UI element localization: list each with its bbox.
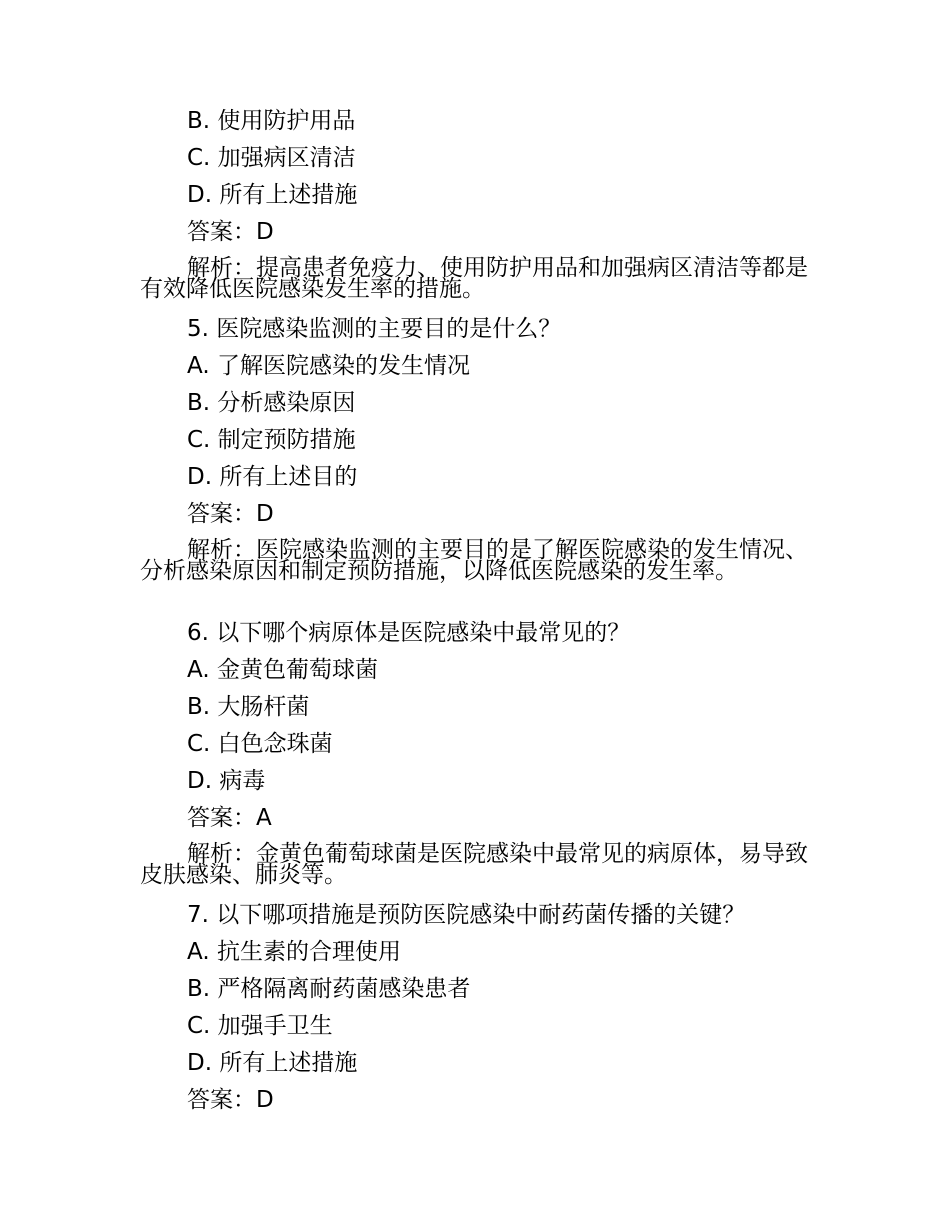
option-d: D. 所有上述措施 (187, 182, 358, 208)
explanation: 解析：金黄色葡萄球菌是医院感染中最常见的病原体，易导致皮肤感染、肺炎等。 (140, 841, 808, 888)
answer: 答案：D (187, 1087, 274, 1113)
option-b: B. 严格隔离耐药菌感染患者 (187, 976, 471, 1002)
option-c: C. 制定预防措施 (187, 427, 356, 453)
option-c: C. 白色念珠菌 (187, 731, 333, 757)
option-a: A. 抗生素的合理使用 (187, 939, 401, 965)
explanation: 解析：医院感染监测的主要目的是了解医院感染的发生情况、分析感染原因和制定预防措施，以降低医院感染的发生率。 (140, 537, 808, 584)
option-b: B. 分析感染原因 (187, 390, 356, 416)
option-d: D. 所有上述措施 (187, 1050, 358, 1076)
question-5: 5. 医院感染监测的主要目的是什么？ (187, 316, 562, 342)
question-7: 7. 以下哪项措施是预防医院感染中耐药菌传播的关键？ (187, 902, 746, 928)
option-a: A. 了解医院感染的发生情况 (187, 353, 470, 379)
option-b: B. 使用防护用品 (187, 108, 356, 134)
option-a: A. 金黄色葡萄球菌 (187, 657, 378, 683)
option-c: C. 加强病区清洁 (187, 145, 356, 171)
option-d: D. 所有上述目的 (187, 464, 358, 490)
question-6: 6. 以下哪个病原体是医院感染中最常见的？ (187, 620, 631, 646)
option-c: C. 加强手卫生 (187, 1013, 333, 1039)
answer: 答案：A (187, 805, 272, 831)
answer: 答案：D (187, 501, 274, 527)
answer: 答案：D (187, 219, 274, 245)
option-d: D. 病毒 (187, 768, 266, 794)
explanation: 解析：提高患者免疫力、使用防护用品和加强病区清洁等都是有效降低医院感染发生率的措施。 (140, 255, 808, 302)
option-b: B. 大肠杆菌 (187, 694, 310, 720)
